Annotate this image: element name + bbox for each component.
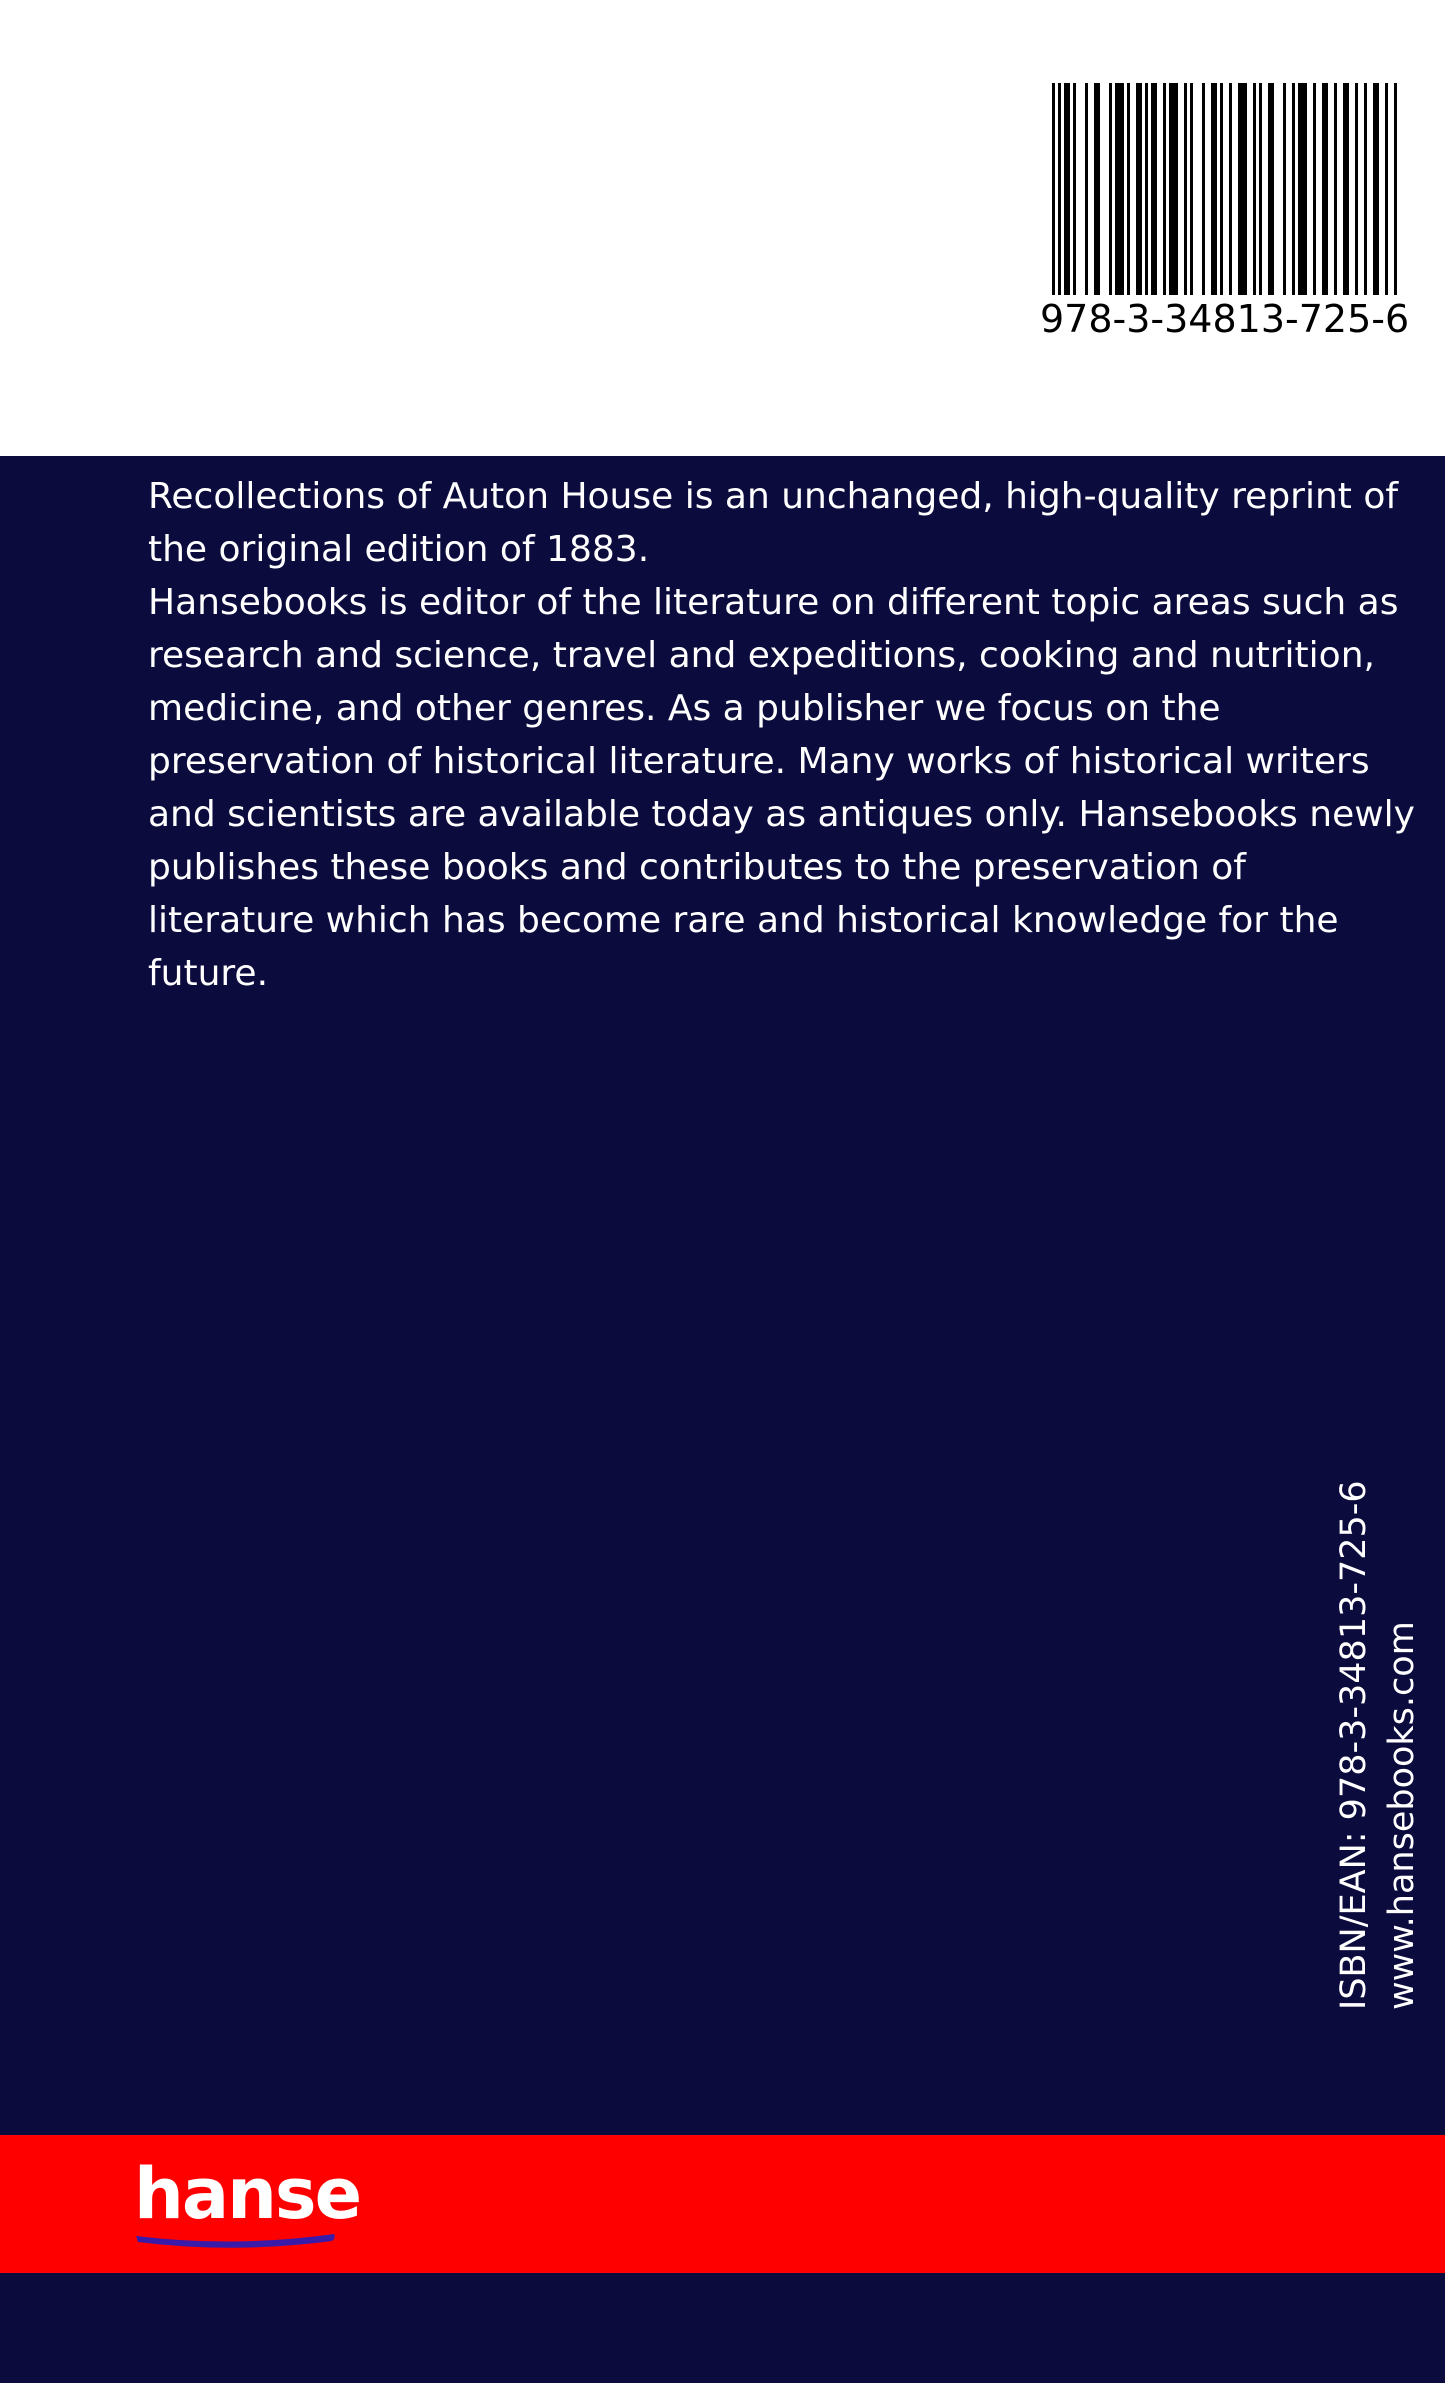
blurb-paragraph-publisher: Hansebooks is editor of the literature on different topic areas such as research and science, travel and expeditions, cooking and nutrition, medicine, and other genres. As a publisher we focus on the preservation of historical literature. Many works of historical writers and scientists are available today as antiques only. Hansebooks newly publishes these books and contributes to the preservation of literature which has become rare and historical knowledge for the future. [148, 582, 1415, 994]
barcode [1040, 83, 1410, 343]
barcode-number: 978-3-34813-725-6 [1040, 297, 1410, 341]
vertical-isbn-block [1330, 1450, 1426, 2010]
logo-swoosh-icon [134, 2228, 339, 2250]
top-white-panel [0, 0, 1445, 456]
back-cover-blurb [148, 470, 1418, 1000]
isbn-ean-line: ISBN/EAN: 978-3-34813-725-6 [1334, 1480, 1374, 2010]
hanse-logo-text: hanse [134, 2153, 361, 2235]
blurb-paragraph-reprint: Recollections of Auton House is an unchanged, high-quality reprint of the original edition of 1883. [148, 476, 1399, 570]
barcode-bars [1052, 83, 1402, 295]
publisher-website: www.hansebooks.com [1382, 1621, 1422, 2010]
hanse-logo [134, 2153, 361, 2250]
